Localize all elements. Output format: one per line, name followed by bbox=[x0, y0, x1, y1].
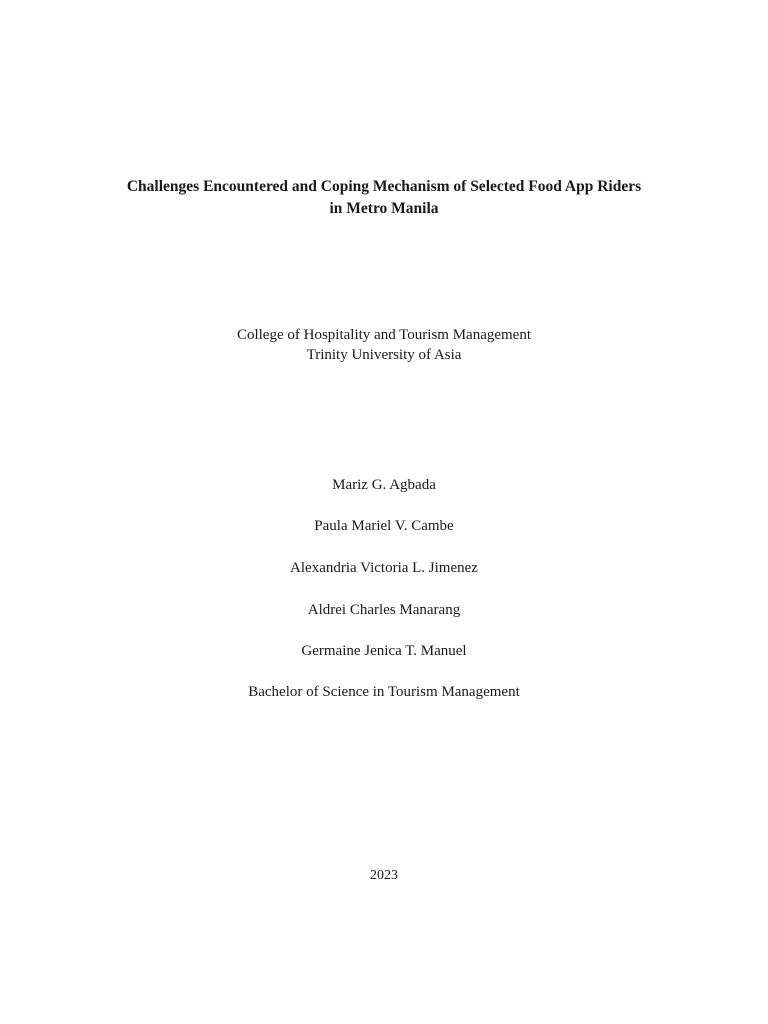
paper-title-line-1: Challenges Encountered and Coping Mechanism of Selected Food App Riders bbox=[126, 178, 642, 195]
degree-program: Bachelor of Science in Tourism Management bbox=[248, 684, 520, 700]
author-name: Paula Mariel V. Cambe bbox=[314, 518, 454, 534]
university-name: Trinity University of Asia bbox=[306, 347, 462, 363]
author-name: Mariz G. Agbada bbox=[332, 477, 436, 493]
paper-title-line-2: in Metro Manila bbox=[329, 200, 439, 217]
author-name: Germaine Jenica T. Manuel bbox=[301, 643, 467, 659]
author-name: Aldrei Charles Manarang bbox=[307, 602, 461, 618]
author-name: Alexandria Victoria L. Jimenez bbox=[290, 560, 478, 576]
college-name: College of Hospitality and Tourism Management bbox=[236, 327, 532, 343]
publication-year: 2023 bbox=[370, 868, 398, 883]
